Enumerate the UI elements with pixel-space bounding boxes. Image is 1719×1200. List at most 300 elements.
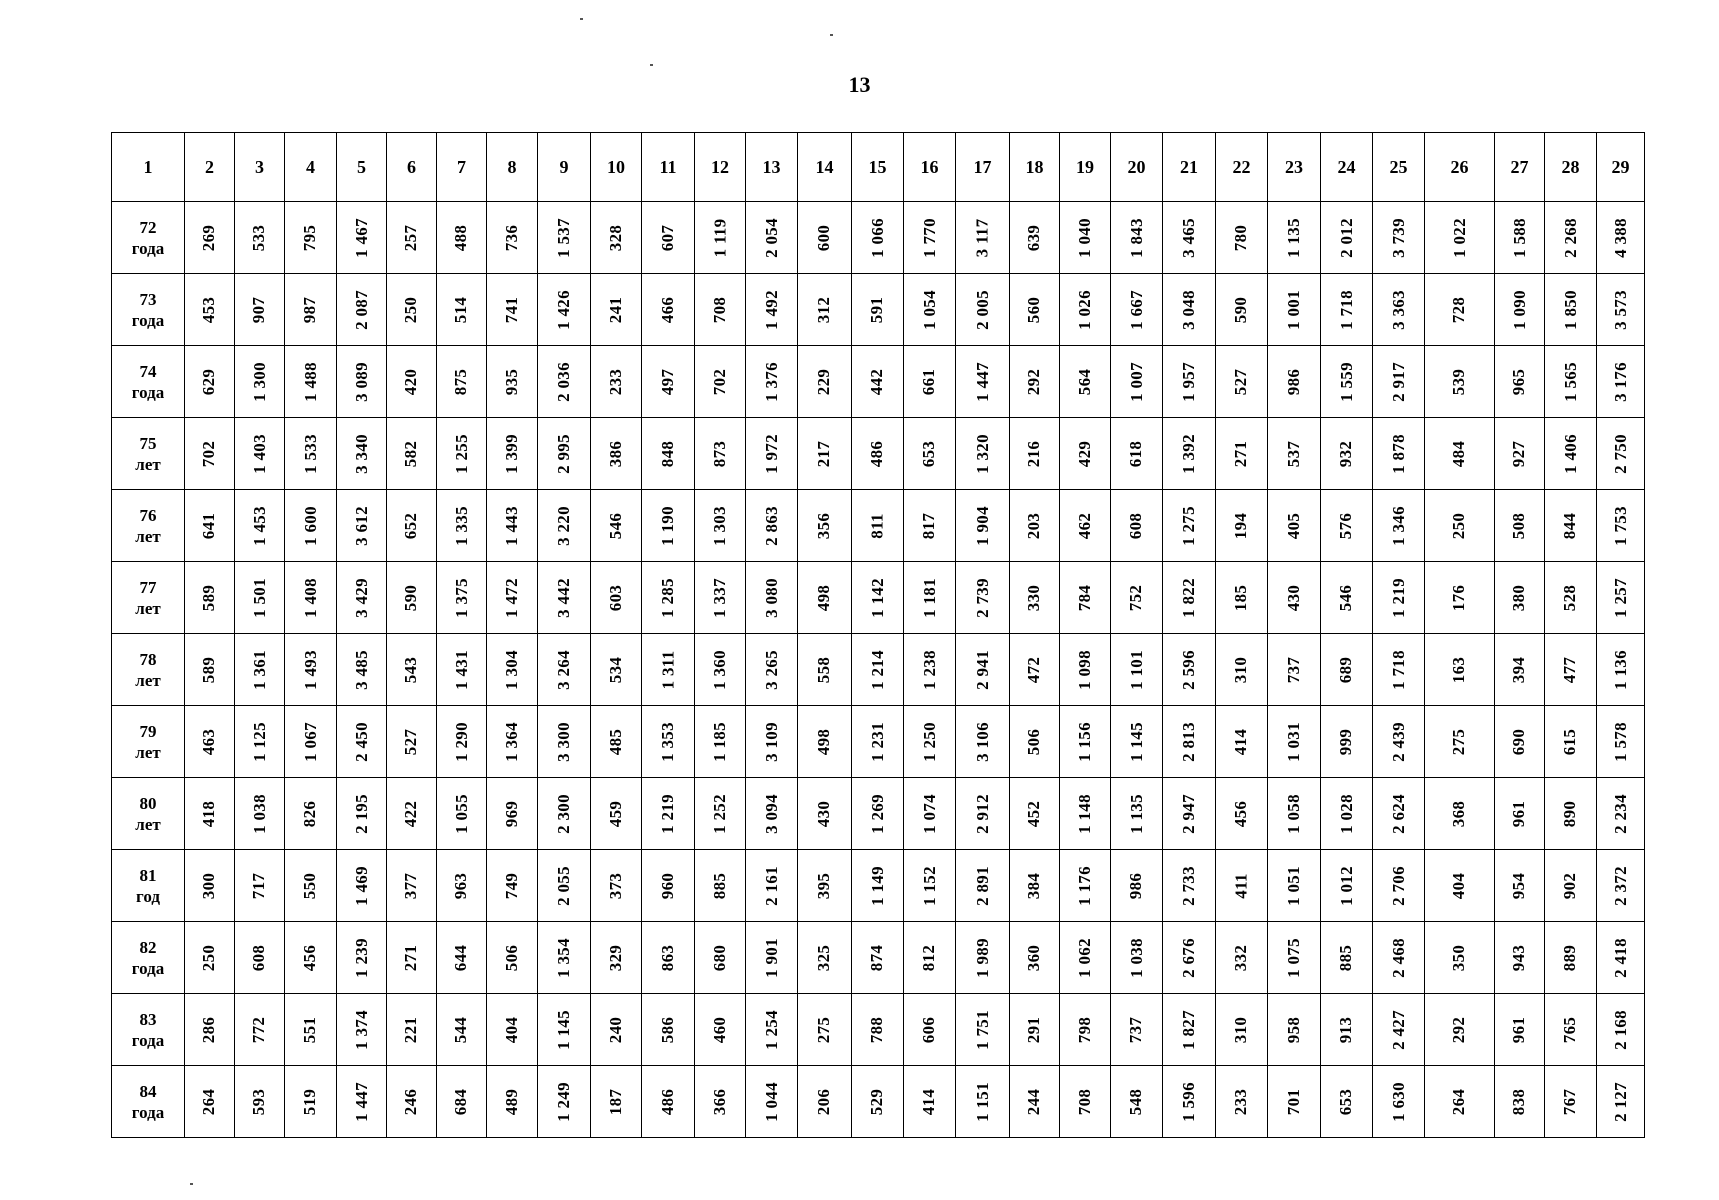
table-cell	[746, 922, 798, 994]
page-number: 13	[848, 72, 871, 97]
cell-value: 615	[1560, 728, 1580, 755]
table-cell	[1321, 994, 1373, 1066]
cell-value: 1 361	[249, 649, 269, 690]
table-cell	[904, 922, 956, 994]
table-cell	[1060, 994, 1111, 1066]
table-cell	[1545, 346, 1597, 418]
row-label	[112, 922, 185, 994]
cell-value: 639	[1024, 224, 1044, 251]
cell-value: 737	[1284, 656, 1303, 683]
table-cell	[591, 922, 642, 994]
scan-speck	[650, 64, 653, 66]
cell-value: 1 040	[1075, 217, 1094, 258]
cell-value: 2 596	[1179, 649, 1198, 690]
cell-value: 1 443	[502, 505, 521, 546]
column-header: 19	[1060, 133, 1111, 202]
cell-value: 772	[249, 1016, 269, 1043]
table-cell	[538, 490, 591, 562]
cell-value: 548	[1126, 1088, 1146, 1115]
cell-value: 1 364	[502, 721, 521, 762]
cell-value: 3 265	[761, 649, 781, 690]
row-age: 82	[139, 937, 157, 957]
table-cell	[437, 202, 487, 274]
cell-value: 873	[710, 440, 729, 467]
cell-value: 608	[1126, 512, 1146, 539]
cell-value: 701	[1284, 1088, 1303, 1115]
table-cell	[387, 1066, 437, 1138]
table-cell	[695, 202, 746, 274]
column-header: 16	[904, 133, 956, 202]
cell-value: 1 190	[658, 505, 677, 546]
table-cell	[852, 562, 904, 634]
table-cell	[1373, 778, 1425, 850]
table-cell	[798, 202, 852, 274]
cell-value: 1 054	[919, 289, 939, 330]
cell-value: 907	[249, 296, 269, 323]
cell-value: 999	[1336, 728, 1356, 755]
table-cell	[1111, 994, 1163, 1066]
table-cell	[337, 346, 387, 418]
cell-value: 514	[451, 296, 471, 323]
table-cell	[1425, 634, 1495, 706]
table-cell	[1163, 706, 1216, 778]
table-cell	[798, 1066, 852, 1138]
data-table	[111, 132, 1645, 1138]
cell-value: 2 676	[1179, 937, 1198, 978]
cell-value: 652	[401, 512, 421, 539]
cell-value: 1 038	[1126, 937, 1146, 978]
table-cell	[956, 490, 1010, 562]
table-cell	[1163, 1066, 1216, 1138]
table-cell	[235, 562, 285, 634]
cell-value: 932	[1336, 440, 1356, 467]
table-cell	[1373, 346, 1425, 418]
cell-value: 1 269	[867, 793, 887, 834]
table-cell	[1373, 1066, 1425, 1138]
table-cell	[1010, 778, 1060, 850]
cell-value: 607	[658, 224, 677, 251]
table-cell	[1545, 490, 1597, 562]
table-cell	[642, 1066, 695, 1138]
cell-value: 176	[1449, 584, 1469, 611]
table-cell	[235, 778, 285, 850]
cell-value: 271	[401, 944, 421, 971]
cell-value: 1 148	[1075, 793, 1094, 834]
cell-value: 241	[606, 296, 625, 323]
cell-value: 1 822	[1179, 577, 1198, 618]
cell-value: 1 533	[300, 433, 320, 474]
table-cell	[337, 274, 387, 346]
cell-value: 927	[1509, 440, 1529, 467]
table-cell	[235, 1066, 285, 1138]
table-cell	[695, 850, 746, 922]
table-row	[112, 778, 1645, 850]
table-cell	[487, 994, 538, 1066]
table-cell	[185, 778, 235, 850]
row-label	[112, 1066, 185, 1138]
cell-value: 394	[1509, 656, 1529, 683]
cell-value: 593	[249, 1088, 269, 1115]
table-cell	[1010, 418, 1060, 490]
cell-value: 641	[199, 512, 219, 539]
cell-value: 2 624	[1388, 793, 1408, 834]
cell-value: 472	[1024, 656, 1044, 683]
table-cell	[538, 994, 591, 1066]
cell-value: 368	[1449, 800, 1469, 827]
table-cell	[1545, 562, 1597, 634]
cell-value: 216	[1024, 440, 1044, 467]
table-cell	[695, 562, 746, 634]
cell-value: 1 375	[451, 577, 471, 618]
cell-value: 1 374	[351, 1009, 371, 1050]
cell-value: 1 012	[1336, 865, 1356, 906]
table-cell	[1268, 1066, 1321, 1138]
cell-value: 1 304	[502, 649, 521, 690]
cell-value: 749	[502, 872, 521, 899]
row-label	[112, 274, 185, 346]
table-cell	[437, 634, 487, 706]
cell-value: 1 311	[658, 650, 677, 689]
row-age: 72	[139, 217, 157, 237]
cell-value: 1 038	[249, 793, 269, 834]
table-cell	[1216, 994, 1268, 1066]
row-age-unit: лет	[135, 454, 161, 474]
row-age: 77	[139, 577, 157, 597]
cell-value: 194	[1231, 512, 1251, 539]
table-cell	[1373, 994, 1425, 1066]
column-header: 22	[1216, 133, 1268, 202]
table-cell	[798, 562, 852, 634]
cell-value: 2 863	[761, 505, 781, 546]
cell-value: 2 127	[1610, 1081, 1630, 1122]
cell-value: 708	[710, 296, 729, 323]
cell-value: 3 109	[761, 721, 781, 762]
table-cell	[1268, 202, 1321, 274]
cell-value: 442	[867, 368, 887, 395]
column-header: 4	[285, 133, 337, 202]
table-cell	[387, 994, 437, 1066]
cell-value: 1 850	[1560, 289, 1580, 330]
column-header: 12	[695, 133, 746, 202]
table-cell	[387, 490, 437, 562]
cell-value: 1 142	[867, 577, 887, 618]
table-cell	[337, 778, 387, 850]
cell-value: 506	[502, 944, 521, 971]
cell-value: 2 418	[1610, 937, 1630, 978]
scan-speck	[190, 1183, 193, 1185]
row-age: 78	[139, 649, 157, 669]
cell-value: 508	[1509, 512, 1529, 539]
table-cell	[1111, 634, 1163, 706]
cell-value: 960	[658, 872, 677, 899]
cell-value: 325	[814, 944, 834, 971]
cell-value: 2 005	[972, 289, 992, 330]
table-cell	[1163, 346, 1216, 418]
table-cell	[1495, 1066, 1545, 1138]
table-cell	[852, 922, 904, 994]
cell-value: 1 878	[1388, 433, 1408, 474]
cell-value: 550	[300, 872, 320, 899]
cell-value: 1 275	[1179, 505, 1198, 546]
table-cell	[487, 562, 538, 634]
table-cell	[591, 202, 642, 274]
cell-value: 1 467	[351, 217, 371, 258]
row-age: 81	[139, 865, 157, 885]
cell-value: 292	[1024, 368, 1044, 395]
table-cell	[1060, 274, 1111, 346]
table-cell	[956, 346, 1010, 418]
table-cell	[437, 490, 487, 562]
table-cell	[642, 202, 695, 274]
table-cell	[1163, 850, 1216, 922]
cell-value: 1 219	[1388, 577, 1408, 618]
table-cell	[235, 850, 285, 922]
cell-value: 463	[199, 728, 219, 755]
column-header: 9	[538, 133, 591, 202]
cell-value: 4 388	[1610, 217, 1630, 258]
table-cell	[1111, 1066, 1163, 1138]
cell-value: 560	[1024, 296, 1044, 323]
table-cell	[1216, 778, 1268, 850]
table-cell	[1060, 1066, 1111, 1138]
cell-value: 590	[401, 584, 421, 611]
cell-value: 1 600	[300, 505, 320, 546]
cell-value: 1 031	[1284, 721, 1303, 762]
table-cell	[285, 994, 337, 1066]
table-cell	[746, 706, 798, 778]
table-cell	[1597, 922, 1645, 994]
cell-value: 1 770	[919, 217, 939, 258]
table-cell	[642, 634, 695, 706]
table-cell	[956, 778, 1010, 850]
cell-value: 420	[401, 368, 421, 395]
cell-value: 233	[606, 368, 625, 395]
column-header: 7	[437, 133, 487, 202]
table-cell	[956, 274, 1010, 346]
cell-value: 2 941	[972, 649, 992, 690]
table-cell	[904, 490, 956, 562]
cell-value: 844	[1560, 512, 1580, 539]
table-cell	[1425, 1066, 1495, 1138]
table-cell	[487, 706, 538, 778]
table-cell	[695, 706, 746, 778]
table-cell	[1373, 706, 1425, 778]
table-cell	[185, 562, 235, 634]
row-label	[112, 778, 185, 850]
column-header: 24	[1321, 133, 1373, 202]
table-cell	[904, 418, 956, 490]
cell-value: 1 472	[502, 577, 521, 618]
cell-value: 497	[658, 368, 677, 395]
table-cell	[904, 778, 956, 850]
column-header: 21	[1163, 133, 1216, 202]
table-cell	[1111, 850, 1163, 922]
table-cell	[695, 346, 746, 418]
table-cell	[185, 994, 235, 1066]
cell-value: 1 565	[1560, 361, 1580, 402]
cell-value: 250	[199, 944, 219, 971]
cell-value: 1 219	[658, 793, 677, 834]
cell-value: 312	[814, 296, 834, 323]
cell-value: 1 135	[1126, 793, 1146, 834]
table-cell	[1373, 490, 1425, 562]
cell-value: 838	[1509, 1088, 1529, 1115]
table-cell	[1268, 634, 1321, 706]
table-cell	[235, 490, 285, 562]
table-cell	[904, 562, 956, 634]
cell-value: 1 403	[249, 433, 269, 474]
table-cell	[285, 850, 337, 922]
cell-value: 2 268	[1560, 217, 1580, 258]
table-cell	[1425, 994, 1495, 1066]
table-cell	[591, 850, 642, 922]
cell-value: 1 972	[761, 433, 781, 474]
cell-value: 2 917	[1388, 361, 1408, 402]
table-cell	[904, 850, 956, 922]
cell-value: 1 098	[1075, 649, 1094, 690]
table-cell	[185, 922, 235, 994]
scan-speck	[580, 18, 583, 20]
table-cell	[538, 562, 591, 634]
table-cell	[746, 562, 798, 634]
cell-value: 3 612	[351, 505, 371, 546]
table-cell	[1495, 778, 1545, 850]
table-cell	[185, 706, 235, 778]
cell-value: 1 119	[710, 218, 729, 257]
table-cell	[956, 418, 1010, 490]
cell-value: 1 044	[761, 1081, 781, 1122]
table-cell	[591, 562, 642, 634]
table-cell	[852, 490, 904, 562]
cell-value: 466	[658, 296, 677, 323]
table-cell	[1373, 922, 1425, 994]
table-cell	[695, 778, 746, 850]
cell-value: 618	[1126, 440, 1146, 467]
row-label	[112, 562, 185, 634]
table-cell	[1010, 274, 1060, 346]
row-age-unit: лет	[135, 526, 161, 546]
cell-value: 286	[199, 1016, 219, 1043]
column-header: 20	[1111, 133, 1163, 202]
table-cell	[487, 274, 538, 346]
cell-value: 874	[867, 944, 887, 971]
table-cell	[1060, 706, 1111, 778]
cell-value: 489	[502, 1088, 521, 1115]
cell-value: 737	[1126, 1016, 1146, 1043]
cell-value: 187	[606, 1088, 625, 1115]
table-cell	[1545, 706, 1597, 778]
cell-value: 708	[1075, 1088, 1094, 1115]
column-header: 18	[1010, 133, 1060, 202]
table-cell	[956, 706, 1010, 778]
table-cell	[387, 274, 437, 346]
cell-value: 529	[867, 1088, 887, 1115]
table-cell	[1216, 634, 1268, 706]
table-cell	[956, 922, 1010, 994]
cell-value: 405	[1284, 512, 1303, 539]
table-cell	[1060, 922, 1111, 994]
table-row	[112, 202, 1645, 274]
table-cell	[437, 850, 487, 922]
cell-value: 558	[814, 656, 834, 683]
cell-value: 741	[502, 296, 521, 323]
cell-value: 527	[401, 728, 421, 755]
table-cell	[746, 994, 798, 1066]
table-cell	[1268, 850, 1321, 922]
table-row	[112, 634, 1645, 706]
cell-value: 1 231	[867, 721, 887, 762]
column-header: 10	[591, 133, 642, 202]
cell-value: 453	[199, 296, 219, 323]
header-row	[112, 133, 1645, 202]
table-cell	[1597, 418, 1645, 490]
cell-value: 404	[502, 1016, 521, 1043]
cell-value: 240	[606, 1016, 625, 1043]
cell-value: 798	[1075, 1016, 1094, 1043]
table-cell	[387, 634, 437, 706]
cell-value: 589	[199, 656, 219, 683]
cell-value: 300	[199, 872, 219, 899]
table-cell	[1111, 922, 1163, 994]
cell-value: 310	[1231, 656, 1251, 683]
table-cell	[798, 850, 852, 922]
table-cell	[1163, 778, 1216, 850]
table-cell	[591, 346, 642, 418]
cell-value: 2 739	[972, 577, 992, 618]
cell-value: 653	[919, 440, 939, 467]
cell-value: 689	[1336, 656, 1356, 683]
table-cell	[1060, 418, 1111, 490]
table-cell	[235, 634, 285, 706]
cell-value: 653	[1336, 1088, 1356, 1115]
cell-value: 2 168	[1610, 1009, 1630, 1050]
cell-value: 826	[300, 800, 320, 827]
row-label	[112, 418, 185, 490]
table-cell	[387, 778, 437, 850]
table-cell	[642, 274, 695, 346]
cell-value: 1 392	[1179, 433, 1198, 474]
table-cell	[1425, 850, 1495, 922]
cell-value: 3 264	[554, 649, 573, 690]
cell-value: 2 468	[1388, 937, 1408, 978]
cell-value: 380	[1509, 584, 1529, 611]
cell-value: 233	[1231, 1088, 1251, 1115]
cell-value: 728	[1449, 296, 1469, 323]
cell-value: 1 074	[919, 793, 939, 834]
cell-value: 246	[401, 1088, 421, 1115]
table-cell	[642, 490, 695, 562]
cell-value: 1 667	[1126, 289, 1146, 330]
table-cell	[591, 706, 642, 778]
cell-value: 350	[1449, 944, 1469, 971]
cell-value: 3 094	[761, 793, 781, 834]
table-cell	[1321, 490, 1373, 562]
cell-value: 203	[1024, 512, 1044, 539]
cell-value: 3 485	[351, 649, 371, 690]
cell-value: 2 427	[1388, 1009, 1408, 1050]
table-cell	[1373, 634, 1425, 706]
cell-value: 863	[658, 944, 677, 971]
table-cell	[1321, 274, 1373, 346]
cell-value: 269	[199, 224, 219, 251]
table-cell	[1545, 274, 1597, 346]
table-cell	[956, 202, 1010, 274]
row-label	[112, 490, 185, 562]
cell-value: 1 559	[1336, 361, 1356, 402]
table-cell	[1163, 562, 1216, 634]
table-cell	[904, 202, 956, 274]
cell-value: 564	[1075, 368, 1094, 395]
